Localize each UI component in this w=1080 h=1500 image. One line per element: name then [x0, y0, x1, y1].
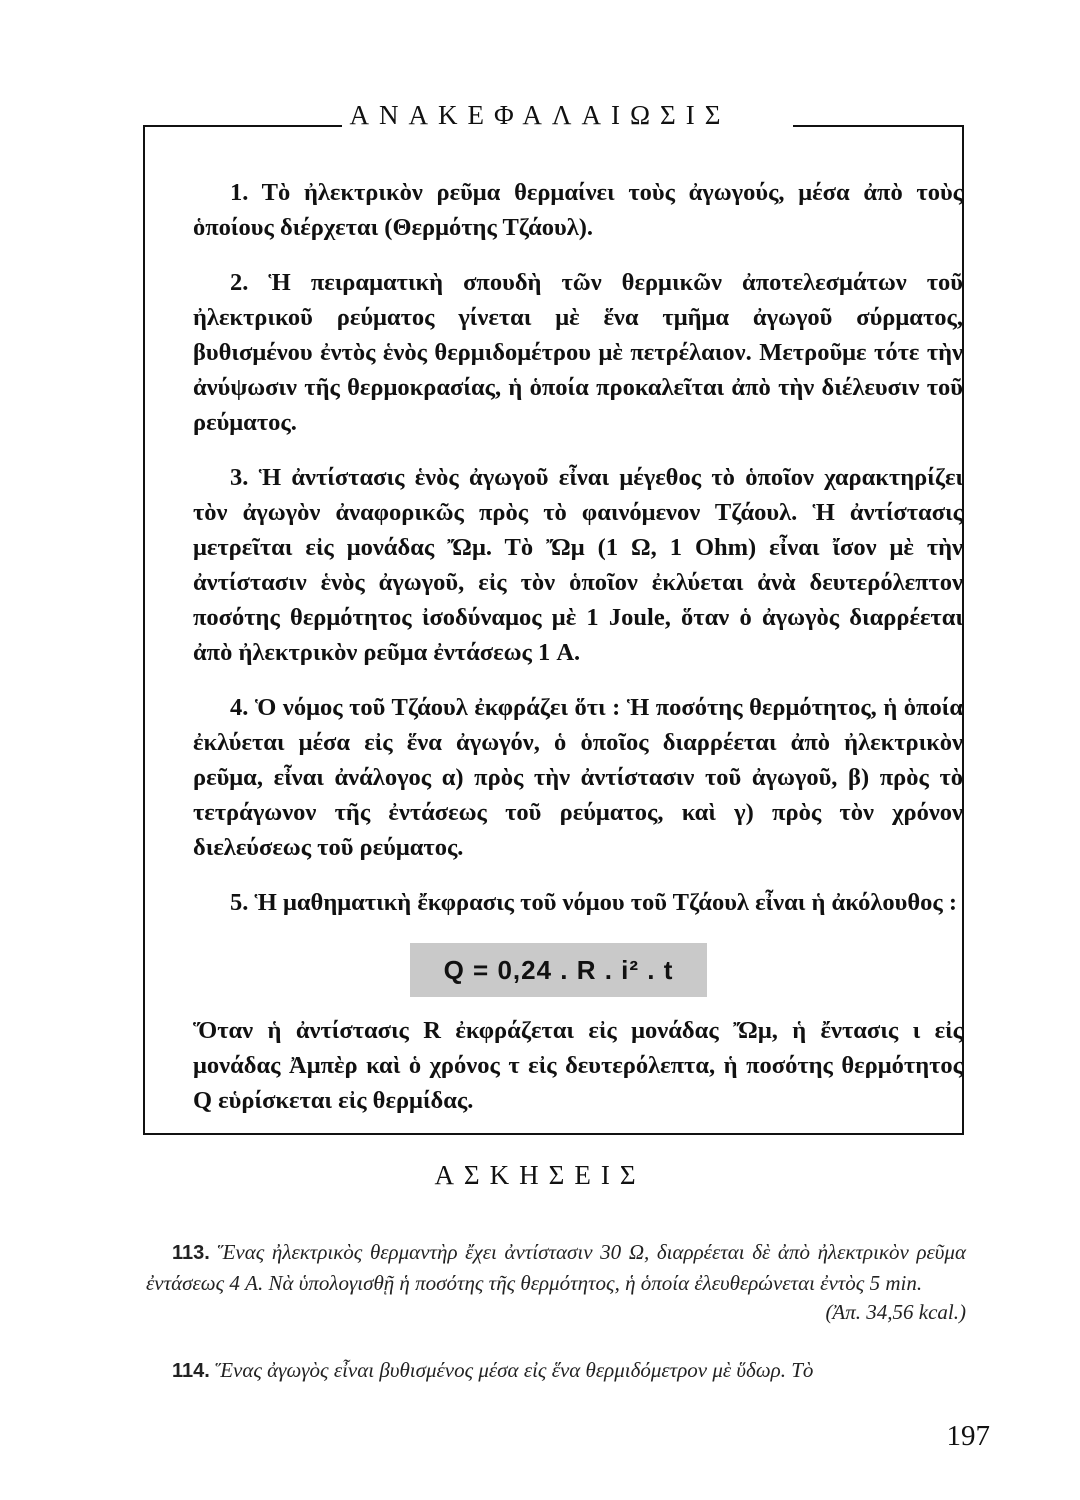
- summary-item-text: Ἡ ἀντίστασις ἑνὸς ἀγωγοῦ εἶναι μέγεθος τὸ ὁποῖον χαρακτηρίζει τὸν ἀγωγὸν ἀναφορικῶς πρὸς τὸ φαινόμενον Τζάουλ. Ἡ ἀντίστασις μετρεῖται εἰς μονάδας Ὤμ. Τὸ Ὤμ (1 Ω, 1 Ohm) εἶναι ἴσον μὲ τὴν ἀντίστασιν ἑνὸς ἀγωγοῦ, εἰς τὸν ὁποῖον ἐκλύεται ἀνὰ δευτερόλεπτον ποσότης θερμότητος ἰσοδύναμος μὲ 1 Joule, ὅταν ὁ ἀγωγὸς διαρρέεται ἀπὸ ἠλεκτρικὸν ρεῦμα ἐντάσεως 1 A.: [193, 464, 964, 666]
- summary-item-number: 2.: [230, 269, 249, 296]
- summary-item-text: Τὸ ἠλεκτρικὸν ρεῦμα θερμαίνει τοὺς ἀγωγούς, μέσα ἀπὸ τοὺς ὁποίους διέρχεται (Θερμότης Τζάουλ).: [193, 179, 964, 241]
- summary-item-4: [193, 690, 963, 865]
- exercise-114: [146, 1355, 966, 1386]
- summary-item-number: 4.: [230, 694, 249, 721]
- summary-closing-text: Ὅταν ἡ ἀντίστασις R ἐκφράζεται εἰς μονάδας Ὤμ, ἡ ἔντασις ι εἰς μονάδας Ἀμπὲρ καὶ ὁ χρόνος τ εἰς δευτερόλεπτα, ἡ ποσότης θερμότητος Q εὑρίσκεται εἰς θερμίδας.: [193, 1017, 963, 1114]
- exercise-text: Ἕνας ἀγωγὸς εἶναι βυθισμένος μέσα εἰς ἕνα θερμιδόμετρον μὲ ὕδωρ. Τὸ: [215, 1358, 814, 1382]
- summary-item-1: [193, 175, 963, 245]
- exercise-text: Ἕνας ἠλεκτρικὸς θερμαντὴρ ἔχει ἀντίστασιν 30 Ω, διαρρέεται δὲ ἀπὸ ἠλεκτρικὸν ρεῦμα ἐντάσεως 4 A. Νὰ ὑπολογισθῇ ἡ ποσότης τῆς θερμότητος, ἡ ὁποία ἐλευθερώνεται ἐντὸς 5 min.: [146, 1240, 966, 1295]
- summary-item-number: 1.: [230, 179, 249, 206]
- summary-item-number: 3.: [230, 464, 249, 491]
- exercise-number: 113.: [172, 1242, 210, 1264]
- summary-item-text: Ἡ μαθηματικὴ ἔκφρασις τοῦ νόμου τοῦ Τζάουλ εἶναι ἡ ἀκόλουθος :: [254, 889, 957, 916]
- exercises-heading: ΑΣΚΗΣΕΙΣ: [434, 1160, 646, 1190]
- joule-law-formula: Q = 0,24 . R . i² . t: [410, 943, 707, 997]
- summary-item-5: [193, 885, 963, 920]
- summary-heading: ΑΝΑΚΕΦΑΛΑΙΩΣΙΣ: [0, 100, 1080, 131]
- page-number: 197: [946, 1420, 990, 1452]
- summary-item-3: [193, 460, 963, 670]
- exercise-number: 114.: [172, 1360, 210, 1382]
- summary-item-text: Ὁ νόμος τοῦ Τζάουλ ἐκφράζει ὅτι : Ἡ ποσότης θερμότητος, ἡ ὁποία ἐκλύεται μέσα εἰς ἕνα ἀγωγόν, ὁ ὁποῖος διαρρέεται ἀπὸ ἠλεκτρικὸν ρεῦμα, εἶναι ἀνάλογος α) πρὸς τὴν ἀντίστασιν τοῦ ἀγωγοῦ, β) πρὸς τὸ τετράγωνον τῆς ἐντάσεως τοῦ ρεύματος, καὶ γ) πρὸς τὸν χρόνον διελεύσεως τοῦ ρεύματος.: [193, 694, 963, 861]
- exercise-answer: (Ἀπ. 34,56 kcal.): [825, 1300, 966, 1324]
- exercise-113: [146, 1237, 966, 1327]
- summary-item-2: [193, 265, 963, 440]
- summary-closing: [193, 1013, 963, 1118]
- summary-item-number: 5.: [230, 889, 249, 916]
- summary-item-text: Ἡ πειραματικὴ σπουδὴ τῶν θερμικῶν ἀποτελεσμάτων τοῦ ἠλεκτρικοῦ ρεύματος γίνεται μὲ ἕνα τμῆμα ἀγωγοῦ σύρματος, βυθισμένου ἐντὸς ἑνὸς θερμιδομέτρου μὲ πετρέλαιον. Μετροῦμε τότε τὴν ἀνύψωσιν τῆς θερμοκρασίας, ἡ ὁποία προκαλεῖται ἀπὸ τὴν διέλευσιν τοῦ ρεύματος.: [193, 269, 963, 436]
